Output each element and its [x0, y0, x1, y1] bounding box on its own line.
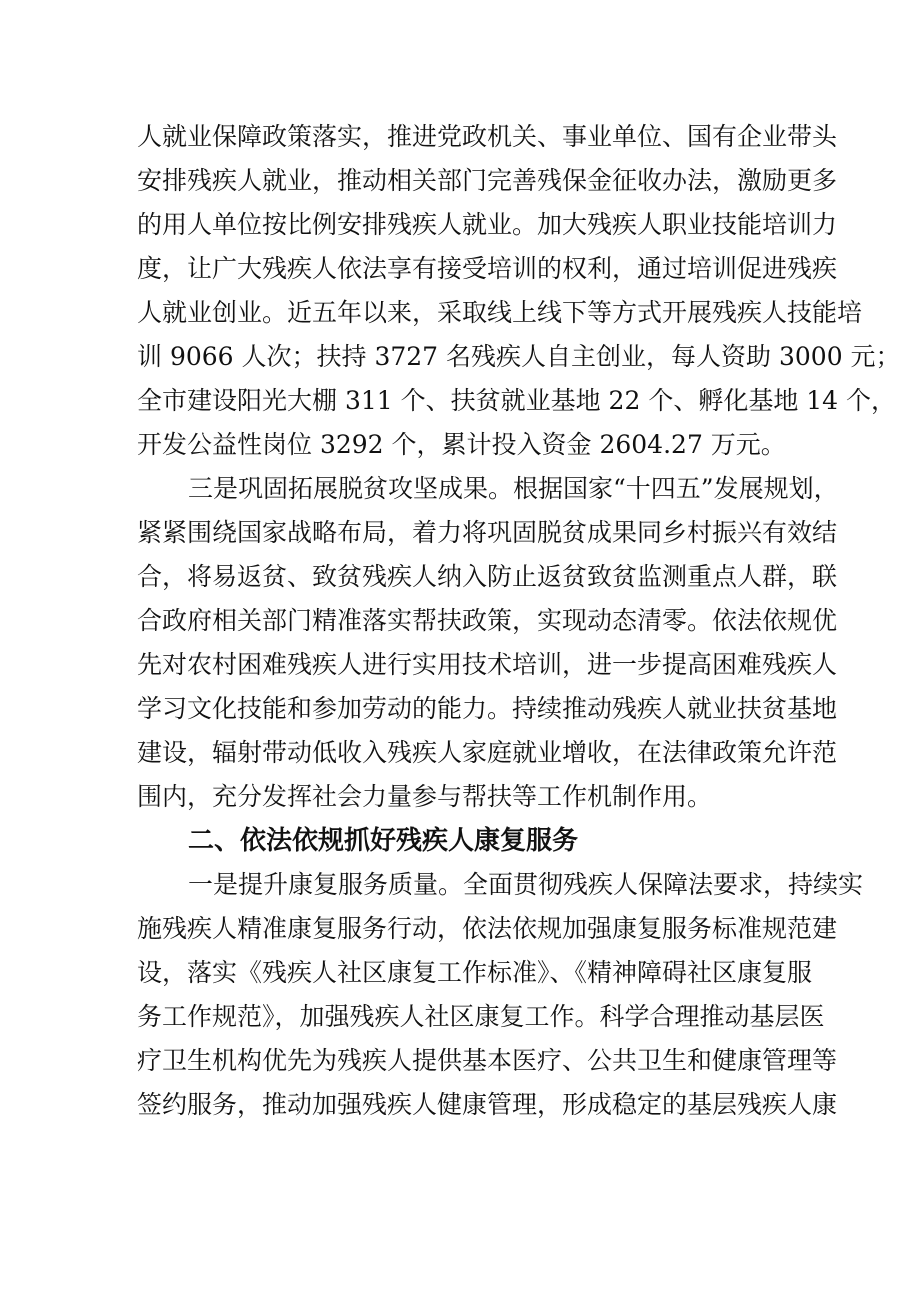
body-text-line: 人就业创业。近五年以来，采取线上线下等方式开展残疾人技能培 [137, 298, 863, 327]
body-text-line: 合，将易返贫、致贫残疾人纳入防止返贫致贫监测重点人群，联 [137, 562, 838, 591]
body-text-line: 合政府相关部门精准落实帮扶政策，实现动态清零。依法依规优 [137, 606, 838, 635]
body-text-line: 紧紧围绕国家战略布局，着力将巩固脱贫成果同乡村振兴有效结 [137, 518, 838, 547]
section-heading: 二、依法依规抓好残疾人康复服务 [188, 826, 579, 856]
body-text-line: 签约服务，推动加强残疾人健康管理，形成稳定的基层残疾人康 [137, 1090, 838, 1119]
body-text-line: 务工作规范》，加强残疾人社区康复工作。科学合理推动基层医 [137, 1002, 825, 1031]
body-text-line: 全市建设阳光大棚 311 个、扶贫就业基地 22 个、孵化基地 14 个， [137, 386, 897, 415]
body-text-line: 度，让广大残疾人依法享有接受培训的权利，通过培训促进残疾 [137, 254, 838, 283]
body-text-line: 人就业保障政策落实，推进党政机关、事业单位、国有企业带头 [137, 122, 838, 151]
body-text-line: 设，落实《残疾人社区康复工作标准》、《精神障碍社区康复服 [137, 958, 813, 987]
body-text-line: 疗卫生机构优先为残疾人提供基本医疗、公共卫生和健康管理等 [137, 1046, 838, 1075]
body-text-line: 围内，充分发挥社会力量参与帮扶等工作机制作用。 [137, 782, 713, 811]
body-text-line: 建设，辐射带动低收入残疾人家庭就业增收，在法律政策允许范 [137, 738, 838, 767]
body-text-line: 施残疾人精准康复服务行动，依法依规加强康复服务标准规范建 [137, 914, 838, 943]
body-text-line: 先对农村困难残疾人进行实用技术培训，进一步提高困难残疾人 [137, 650, 838, 679]
body-text-line: 安排残疾人就业，推动相关部门完善残保金征收办法，激励更多 [137, 166, 838, 195]
paragraph-first-line: 三是巩固拓展脱贫攻坚成果。根据国家“十四五”发展规划， [188, 474, 839, 503]
body-text-line: 的用人单位按比例安排残疾人就业。加大残疾人职业技能培训力 [137, 210, 838, 239]
body-text-line: 训 9066 人次；扶持 3727 名残疾人自主创业，每人资助 3000 元； [137, 342, 901, 371]
paragraph-first-line: 一是提升康复服务质量。全面贯彻残疾人保障法要求，持续实 [188, 870, 864, 899]
body-text-line: 开发公益性岗位 3292 个，累计投入资金 2604.27 万元。 [137, 430, 786, 459]
body-text-line: 学习文化技能和参加劳动的能力。持续推动残疾人就业扶贫基地 [137, 694, 838, 723]
